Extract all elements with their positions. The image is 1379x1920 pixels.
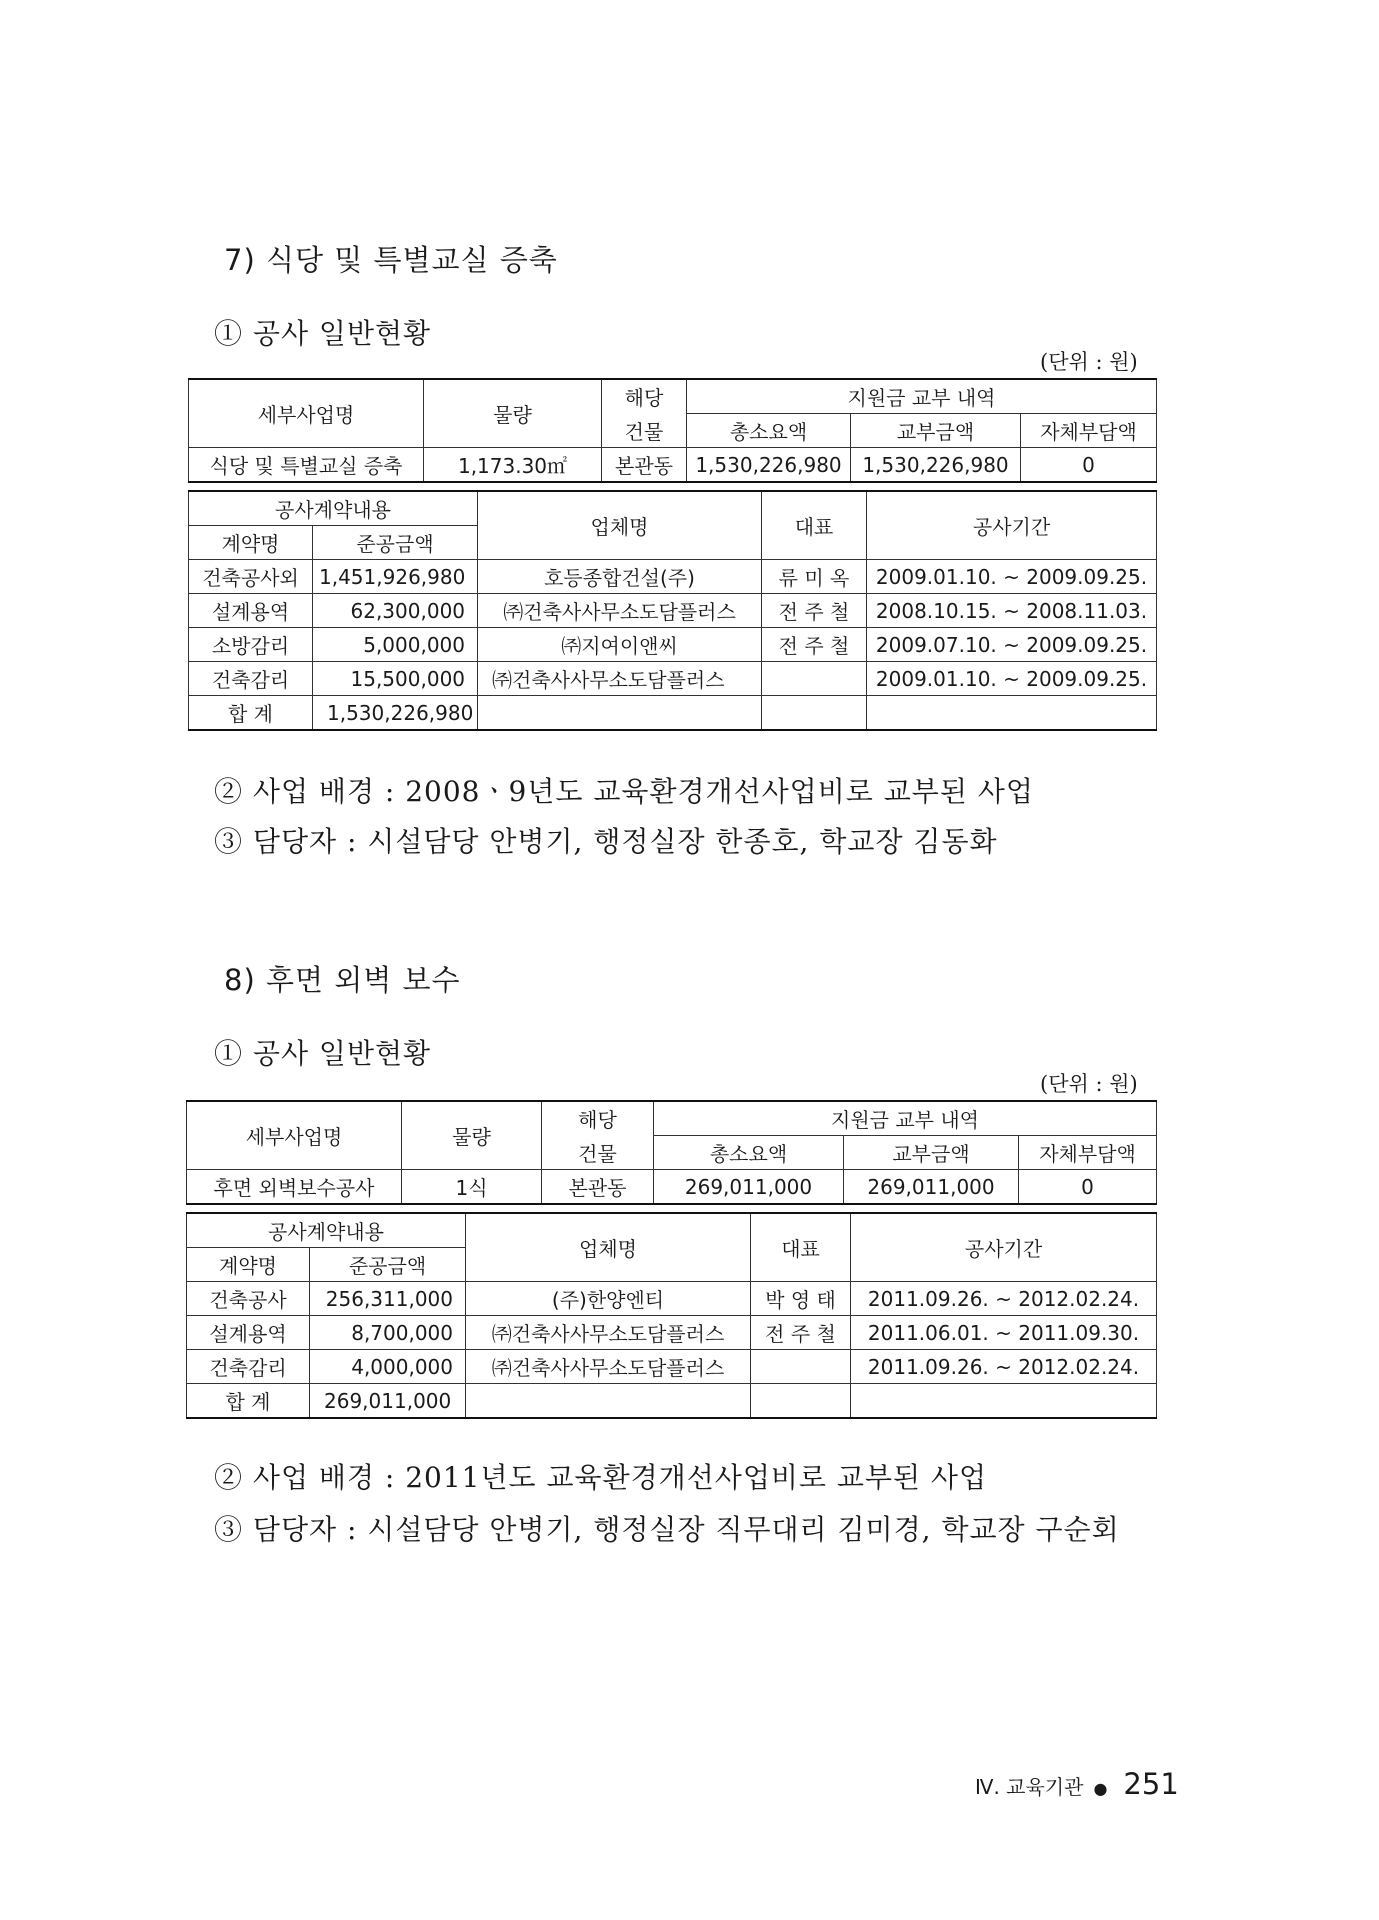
table-row (187, 1350, 1157, 1384)
cell-granted: 1,530,226,980 (851, 448, 1021, 483)
page-footer (975, 1767, 1179, 1801)
section-7-contract-table (188, 490, 1157, 731)
cell-total-label: 합 계 (187, 1384, 310, 1419)
col-header-building-2: 건물 (602, 414, 687, 448)
cell-total-label: 합 계 (189, 696, 313, 731)
cell-company: ㈜건축사사무소도담플러스 (466, 1316, 751, 1350)
cell-rep: 박 영 태 (751, 1282, 851, 1316)
cell-contract-name: 설계용역 (189, 594, 313, 628)
section-7-manager: ③ 담당자 : 시설담당 안병기, 행정실장 한종호, 학교장 김동화 (214, 825, 998, 858)
cell-amount: 256,311,000 (310, 1282, 466, 1316)
col-header-support: 지원금 교부 내역 (654, 1101, 1157, 1136)
footer-chapter: Ⅳ. 교육기관 (975, 1775, 1084, 1799)
cell-company: (주)한양엔티 (466, 1282, 751, 1316)
col-header-rep: 대표 (762, 491, 867, 560)
cell-amount: 15,500,000 (313, 662, 478, 696)
section-8-contract-table (186, 1212, 1157, 1419)
section-7-summary-table (188, 378, 1157, 483)
cell-period: 2011.09.26. ~ 2012.02.24. (851, 1350, 1157, 1384)
section-8-manager: ③ 담당자 : 시설담당 안병기, 행정실장 직무대리 김미경, 학교장 구순회 (214, 1513, 1120, 1546)
cell-project: 식당 및 특별교실 증축 (189, 448, 424, 483)
cell-total-amount: 1,530,226,980 (313, 696, 478, 731)
col-header-rep: 대표 (751, 1213, 851, 1282)
col-header-period: 공사기간 (867, 491, 1157, 560)
cell-project: 후면 외벽보수공사 (187, 1170, 402, 1205)
section-8-background: ② 사업 배경 : 2011년도 교육환경개선사업비로 교부된 사업 (214, 1461, 988, 1494)
col-header-contract-group: 공사계약내용 (189, 491, 478, 526)
col-header-company: 업체명 (478, 491, 762, 560)
cell-rep: 전 주 철 (762, 594, 867, 628)
section-7-unit: (단위 : 원) (1040, 350, 1138, 374)
cell-empty (478, 696, 762, 731)
col-header-contract-name: 계약명 (187, 1248, 310, 1282)
col-header-qty: 물량 (424, 379, 602, 448)
cell-contract-name: 건축감리 (187, 1350, 310, 1384)
col-header-amount: 준공금액 (313, 526, 478, 560)
col-header-qty: 물량 (402, 1101, 542, 1170)
col-header-project: 세부사업명 (189, 379, 424, 448)
cell-period: 2009.01.10. ~ 2009.09.25. (867, 662, 1157, 696)
cell-granted: 269,011,000 (844, 1170, 1019, 1205)
col-header-contract-name: 계약명 (189, 526, 313, 560)
col-header-contract-group: 공사계약내용 (187, 1213, 466, 1248)
cell-contract-name: 건축공사 (187, 1282, 310, 1316)
cell-company: 호등종합건설(주) (478, 560, 762, 594)
col-header-building-2: 건물 (542, 1136, 654, 1170)
col-header-self: 자체부담액 (1021, 414, 1157, 448)
section-7-title: 7) 식당 및 특별교실 증축 (224, 243, 558, 277)
cell-contract-name: 설계용역 (187, 1316, 310, 1350)
cell-company: ㈜지여이앤씨 (478, 628, 762, 662)
cell-rep: 전 주 철 (762, 628, 867, 662)
col-header-building-1: 해당 (542, 1101, 654, 1136)
section-8-summary-table (186, 1100, 1157, 1205)
cell-empty (466, 1384, 751, 1419)
col-header-total: 총소요액 (654, 1136, 844, 1170)
cell-contract-name: 건축감리 (189, 662, 313, 696)
cell-empty (762, 696, 867, 731)
cell-total: 269,011,000 (654, 1170, 844, 1205)
table-row (187, 1170, 1157, 1205)
cell-self: 0 (1019, 1170, 1157, 1205)
cell-empty (751, 1384, 851, 1419)
cell-contract-name: 건축공사외 (189, 560, 313, 594)
cell-empty (867, 696, 1157, 731)
cell-period: 2009.07.10. ~ 2009.09.25. (867, 628, 1157, 662)
table-row (189, 662, 1157, 696)
cell-period: 2011.06.01. ~ 2011.09.30. (851, 1316, 1157, 1350)
table-row (189, 448, 1157, 483)
table-row (189, 560, 1157, 594)
cell-qty: 1,173.30㎡ (424, 448, 602, 483)
cell-amount: 4,000,000 (310, 1350, 466, 1384)
col-header-self: 자체부담액 (1019, 1136, 1157, 1170)
section-7-background: ② 사업 배경 : 2008ㆍ9년도 교육환경개선사업비로 교부된 사업 (214, 775, 1034, 808)
cell-contract-name: 소방감리 (189, 628, 313, 662)
cell-empty (851, 1384, 1157, 1419)
table-row (187, 1316, 1157, 1350)
cell-total-amount: 269,011,000 (310, 1384, 466, 1419)
cell-rep: 전 주 철 (751, 1316, 851, 1350)
table-total-row (189, 696, 1157, 731)
cell-rep (751, 1350, 851, 1384)
col-header-granted: 교부금액 (844, 1136, 1019, 1170)
cell-period: 2011.09.26. ~ 2012.02.24. (851, 1282, 1157, 1316)
table-row (189, 628, 1157, 662)
section-8-unit: (단위 : 원) (1040, 1072, 1138, 1096)
cell-building: 본관동 (542, 1170, 654, 1205)
cell-period: 2009.01.10. ~ 2009.09.25. (867, 560, 1157, 594)
col-header-building-1: 해당 (602, 379, 687, 414)
bullet-icon: ● (1093, 1779, 1108, 1798)
section-7-subtitle: ① 공사 일반현황 (214, 317, 432, 350)
table-row (187, 1282, 1157, 1316)
col-header-amount: 준공금액 (310, 1248, 466, 1282)
col-header-granted: 교부금액 (851, 414, 1021, 448)
cell-amount: 1,451,926,980 (313, 560, 478, 594)
cell-period: 2008.10.15. ~ 2008.11.03. (867, 594, 1157, 628)
cell-amount: 5,000,000 (313, 628, 478, 662)
section-8-subtitle: ① 공사 일반현황 (214, 1037, 432, 1070)
table-row (189, 594, 1157, 628)
section-8-title: 8) 후면 외벽 보수 (224, 963, 461, 997)
table-total-row (187, 1384, 1157, 1419)
col-header-total: 총소요액 (687, 414, 851, 448)
col-header-support: 지원금 교부 내역 (687, 379, 1157, 414)
cell-self: 0 (1021, 448, 1157, 483)
cell-amount: 8,700,000 (310, 1316, 466, 1350)
col-header-period: 공사기간 (851, 1213, 1157, 1282)
cell-company: ㈜건축사사무소도담플러스 (478, 662, 762, 696)
page-number: 251 (1123, 1767, 1179, 1801)
cell-amount: 62,300,000 (313, 594, 478, 628)
col-header-project: 세부사업명 (187, 1101, 402, 1170)
cell-rep: 류 미 옥 (762, 560, 867, 594)
cell-building: 본관동 (602, 448, 687, 483)
col-header-company: 업체명 (466, 1213, 751, 1282)
cell-qty: 1식 (402, 1170, 542, 1205)
cell-rep (762, 662, 867, 696)
cell-company: ㈜건축사사무소도담플러스 (478, 594, 762, 628)
cell-total: 1,530,226,980 (687, 448, 851, 483)
cell-company: ㈜건축사사무소도담플러스 (466, 1350, 751, 1384)
